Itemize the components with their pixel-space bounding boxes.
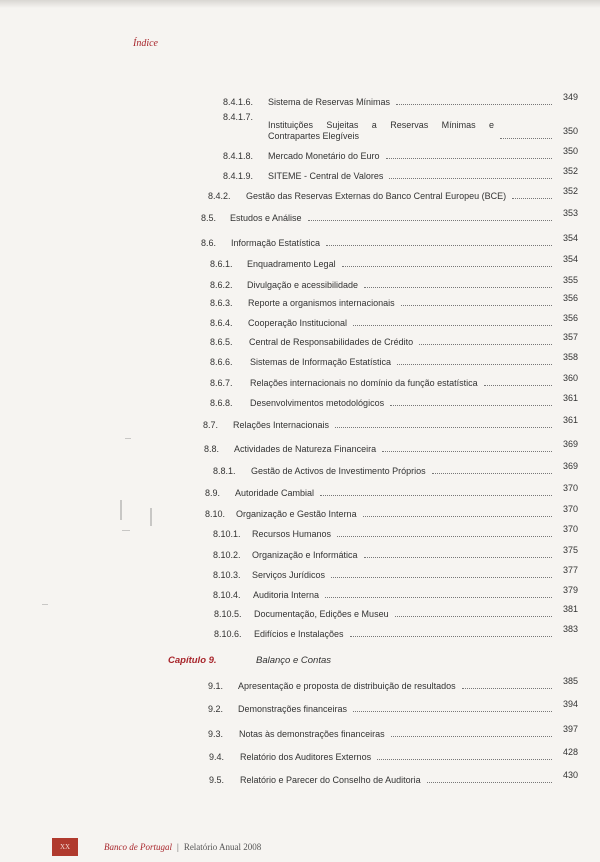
toc-title: Instituições Sujeitas a Reservas Mínimas e Contrapartes Elegíveis — [268, 120, 494, 141]
toc-title: Organização e Gestão Interna — [236, 509, 357, 519]
toc-page: 354 — [562, 233, 578, 243]
toc-leader — [363, 514, 552, 517]
toc-number: 8.6.6. — [210, 357, 233, 367]
toc-entry — [210, 313, 578, 329]
toc-entry — [209, 747, 578, 763]
toc-page: 381 — [562, 604, 578, 614]
toc-page: 369 — [562, 439, 578, 449]
toc-page: 361 — [562, 393, 578, 403]
toc-number: 8.6.5. — [210, 337, 233, 347]
toc-number: 8.7. — [203, 420, 219, 430]
toc-leader — [401, 303, 552, 306]
toc-page: 385 — [562, 676, 578, 686]
toc-title: Enquadramento Legal — [247, 259, 336, 269]
toc-number: 8.8.1. — [213, 466, 236, 476]
toc-entry — [209, 770, 578, 786]
toc-leader — [432, 471, 552, 474]
scan-speck — [125, 438, 131, 439]
toc-page: 430 — [562, 770, 578, 780]
toc-number: 9.1. — [208, 681, 224, 691]
toc-entry — [213, 565, 578, 581]
toc-leader — [377, 757, 552, 760]
toc-page: 350 — [562, 126, 578, 136]
section-label: Índice — [133, 38, 158, 49]
toc-leader — [427, 780, 552, 783]
toc-page: 354 — [562, 254, 578, 264]
toc-title: Divulgação e acessibilidade — [247, 280, 359, 290]
toc-page: 379 — [562, 585, 578, 595]
toc-title: Notas às demonstrações financeiras — [239, 729, 385, 739]
toc-number: 8.10.4. — [213, 590, 241, 600]
toc-title: Desenvolvimentos metodológicos — [250, 398, 385, 408]
toc-page: 357 — [562, 332, 578, 342]
footer-separator: | — [177, 842, 179, 852]
toc-page: 383 — [562, 624, 578, 634]
toc-entry — [208, 186, 578, 202]
footer-report-title: Relatório Anual 2008 — [183, 842, 262, 852]
toc-number: 8.6.2. — [210, 280, 233, 290]
toc-number: 8.4.1.7. — [223, 112, 254, 122]
toc-number: 9.3. — [208, 729, 224, 739]
scan-speck — [120, 500, 122, 520]
toc-title: Organização e Informática — [252, 550, 358, 560]
toc-leader — [308, 218, 552, 221]
page-top-edge — [0, 0, 600, 8]
toc-number: 8.10.1. — [213, 529, 241, 539]
toc-title: Edifícios e Instalações — [254, 629, 344, 639]
toc-page: 394 — [562, 699, 578, 709]
toc-leader — [342, 264, 552, 267]
toc-number: 8.4.1.6. — [223, 97, 254, 107]
toc-entry — [205, 504, 578, 520]
toc-leader — [350, 634, 552, 637]
toc-entry — [214, 624, 578, 640]
toc-leader — [397, 362, 552, 365]
toc-entry — [223, 146, 578, 162]
toc-leader — [337, 534, 552, 537]
toc-entry — [204, 439, 578, 455]
toc-number: 9.5. — [209, 775, 225, 785]
toc-entry — [201, 208, 578, 224]
toc-number: 8.6.4. — [210, 318, 233, 328]
toc-entry — [223, 166, 578, 182]
toc-title: Apresentação e proposta de distribuição de resultados — [238, 681, 456, 691]
toc-title: Cooperação Institucional — [248, 318, 348, 328]
toc-leader — [462, 686, 552, 689]
page-footer — [52, 838, 261, 856]
footer-page-number: XX — [52, 838, 78, 856]
toc-leader — [382, 449, 552, 452]
toc-entry — [201, 233, 578, 249]
toc-number: 8.8. — [204, 444, 220, 454]
toc-page: 350 — [562, 146, 578, 156]
toc-number: 8.6. — [201, 238, 217, 248]
toc-leader — [391, 734, 552, 737]
toc-entry — [210, 293, 578, 309]
toc-page: 352 — [562, 186, 578, 196]
chapter-heading — [168, 655, 331, 666]
toc-title: Relações Internacionais — [233, 420, 330, 430]
toc-title: Sistema de Reservas Mínimas — [268, 97, 391, 107]
toc-entry — [210, 275, 578, 291]
toc-leader — [396, 102, 552, 105]
toc-page: 355 — [562, 275, 578, 285]
toc-title: Gestão de Activos de Investimento Próprios — [251, 466, 426, 476]
toc-number: 8.6.1. — [210, 259, 233, 269]
toc-number: 8.4.1.9. — [223, 171, 254, 181]
toc-title: Informação Estatística — [231, 238, 321, 248]
toc-title: Recursos Humanos — [252, 529, 332, 539]
toc-leader — [325, 595, 552, 598]
toc-leader — [320, 493, 552, 496]
toc-leader — [395, 614, 552, 617]
toc-leader — [335, 425, 552, 428]
toc-entry — [223, 112, 578, 142]
toc-entry — [213, 545, 578, 561]
toc-number: 8.4.2. — [208, 191, 231, 201]
toc-entry — [210, 373, 578, 389]
toc-entry — [208, 724, 578, 740]
toc-entry — [208, 699, 578, 715]
toc-title: Relatório dos Auditores Externos — [240, 752, 372, 762]
toc-number: 9.2. — [208, 704, 224, 714]
toc-title: Auditoria Interna — [253, 590, 320, 600]
toc-page: 358 — [562, 352, 578, 362]
toc-number: 8.4.1.8. — [223, 151, 254, 161]
scan-speck — [150, 508, 152, 526]
toc-page: 375 — [562, 545, 578, 555]
toc-entry — [208, 676, 578, 692]
toc-number: 9.4. — [209, 752, 225, 762]
toc-leader — [326, 243, 552, 246]
toc-number: 8.10.3. — [213, 570, 241, 580]
toc-page: 370 — [562, 483, 578, 493]
toc-entry — [213, 585, 578, 601]
toc-page: 356 — [562, 313, 578, 323]
toc-entry — [213, 461, 578, 477]
toc-leader — [353, 323, 552, 326]
toc-entry — [205, 483, 578, 499]
toc-page: 353 — [562, 208, 578, 218]
toc-entry — [210, 393, 578, 409]
toc-leader — [390, 403, 552, 406]
toc-number: 8.6.7. — [210, 378, 233, 388]
toc-leader — [331, 575, 552, 578]
footer-brand: Banco de Portugal — [104, 842, 172, 852]
toc-title: Mercado Monetário do Euro — [268, 151, 380, 161]
toc-page: 360 — [562, 373, 578, 383]
toc-number: 8.6.3. — [210, 298, 233, 308]
toc-leader — [364, 555, 552, 558]
toc-title: Autoridade Cambial — [235, 488, 315, 498]
toc-page: 369 — [562, 461, 578, 471]
toc-page: 428 — [562, 747, 578, 757]
toc-entry — [203, 415, 578, 431]
toc-title: Relações internacionais no domínio da função estatística — [250, 378, 478, 388]
toc-title: Documentação, Edições e Museu — [254, 609, 389, 619]
toc-leader — [364, 285, 552, 288]
toc-entry — [214, 604, 578, 620]
toc-entry — [210, 352, 578, 368]
toc-page: 377 — [562, 565, 578, 575]
scan-speck — [42, 604, 48, 605]
toc-page: 349 — [562, 92, 578, 102]
toc-page: 397 — [562, 724, 578, 734]
toc-number: 8.6.8. — [210, 398, 233, 408]
toc-title: Actividades de Natureza Financeira — [234, 444, 377, 454]
toc-entry — [210, 254, 578, 270]
toc-page: 370 — [562, 504, 578, 514]
toc-title: Demonstrações financeiras — [238, 704, 348, 714]
toc-page: 370 — [562, 524, 578, 534]
toc-title: Gestão das Reservas Externas do Banco Central Europeu (BCE) — [246, 191, 507, 201]
toc-entry — [223, 92, 578, 108]
toc-title: Central de Responsabilidades de Crédito — [249, 337, 414, 347]
toc-leader — [500, 136, 552, 139]
toc-title: Relatório e Parecer do Conselho de Auditoria — [240, 775, 421, 785]
toc-leader — [353, 709, 552, 712]
toc-number: 8.5. — [201, 213, 217, 223]
scan-speck — [122, 530, 130, 531]
toc-number: 8.10.6. — [214, 629, 242, 639]
toc-number: 8.9. — [205, 488, 221, 498]
toc-page: 361 — [562, 415, 578, 425]
toc-leader — [386, 156, 552, 159]
toc-title: Estudos e Análise — [230, 213, 302, 223]
toc-page: 356 — [562, 293, 578, 303]
toc-entry — [213, 524, 578, 540]
toc-entry — [210, 332, 578, 348]
toc-title: Serviços Jurídicos — [252, 570, 326, 580]
toc-number: 8.10.5. — [214, 609, 242, 619]
toc-number: 8.10. — [205, 509, 226, 519]
toc-number: 8.10.2. — [213, 550, 241, 560]
toc-leader — [419, 342, 552, 345]
toc-title: SITEME - Central de Valores — [268, 171, 384, 181]
toc-leader — [389, 176, 552, 179]
toc-leader — [512, 196, 552, 199]
chapter-title: Balanço e Contas — [256, 655, 331, 666]
toc-title: Sistemas de Informação Estatística — [250, 357, 392, 367]
toc-page: 352 — [562, 166, 578, 176]
toc-title: Reporte a organismos internacionais — [248, 298, 395, 308]
toc-leader — [484, 383, 552, 386]
chapter-label: Capítulo 9. — [168, 655, 217, 666]
